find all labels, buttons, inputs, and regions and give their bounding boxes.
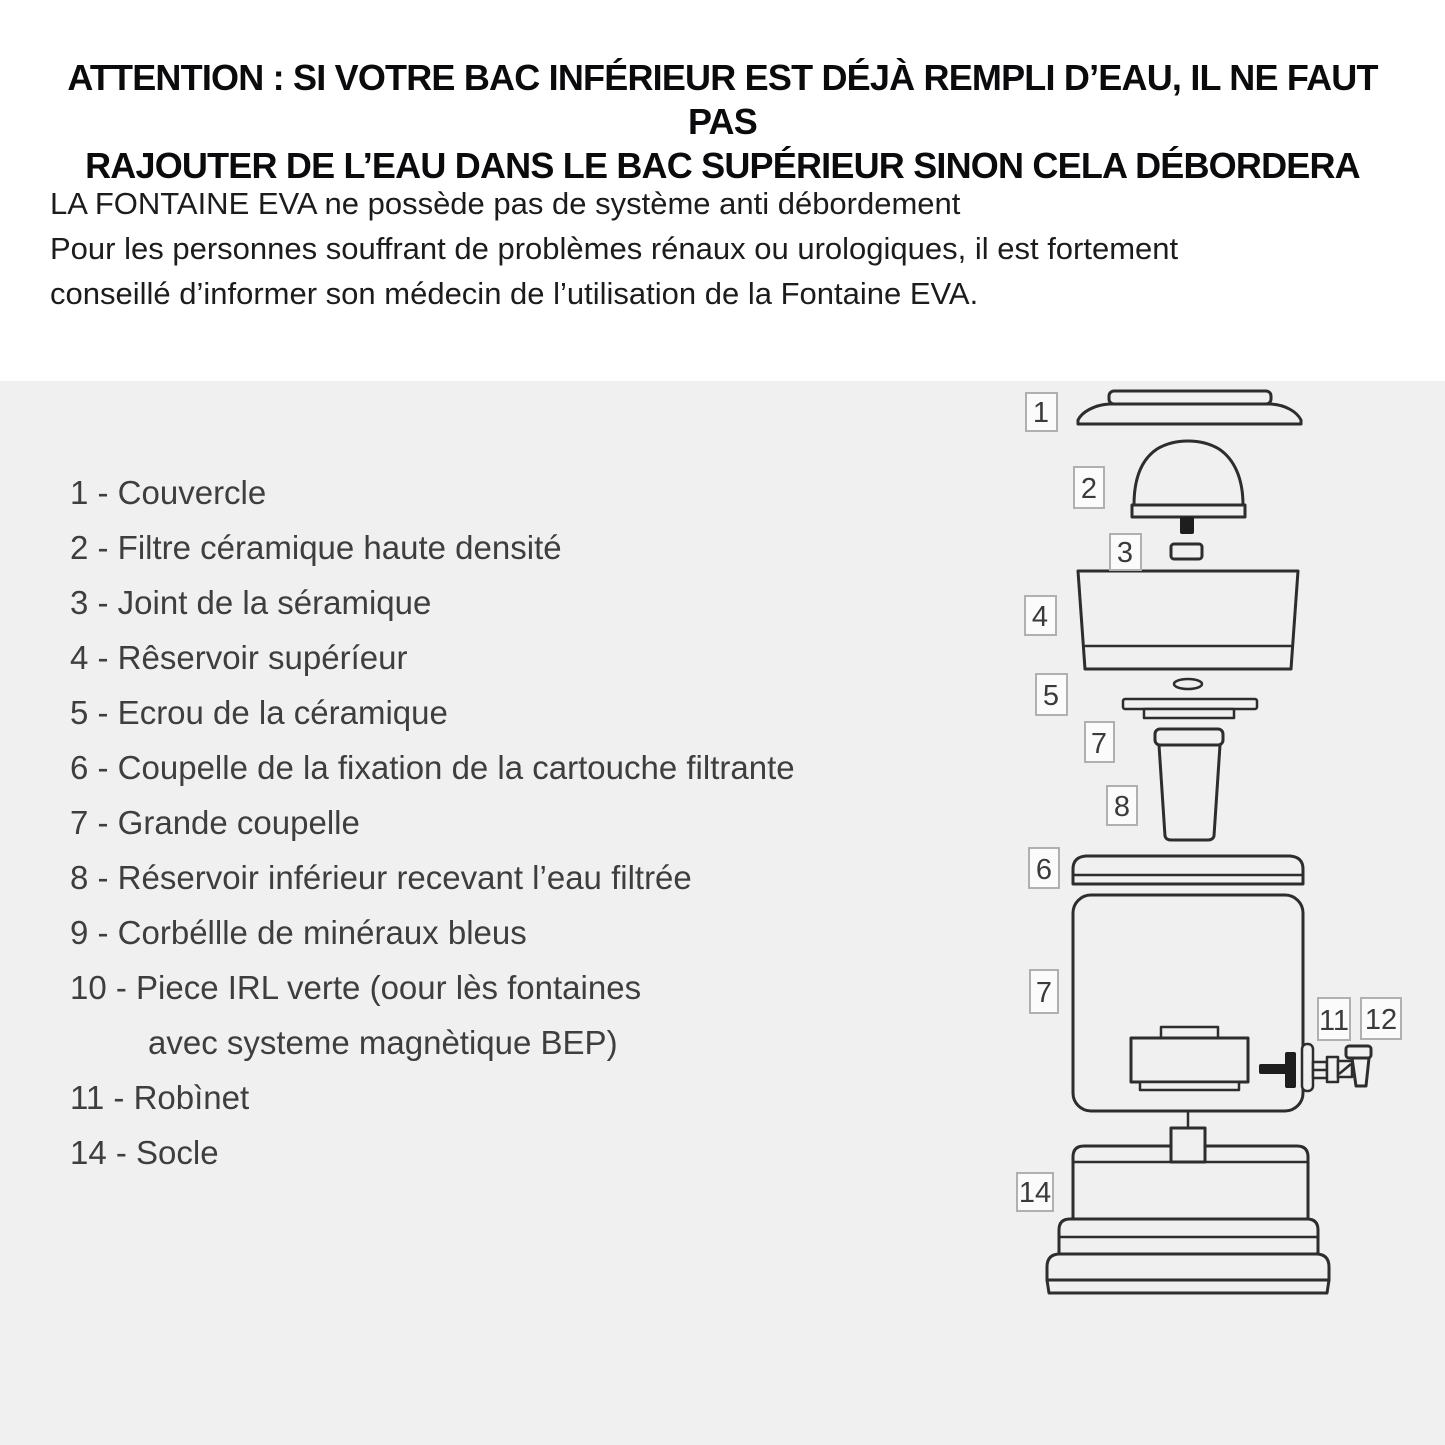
diagram-label-11 <box>1318 998 1350 1040</box>
diagram-label-7-upper <box>1085 722 1114 762</box>
parts-list-item: 4 - Rêservoir supéríeur <box>70 639 408 676</box>
intro-line: conseillé d’informer son médecin de l’utilisation de la Fontaine EVA. <box>50 276 979 311</box>
parts-list-item: 11 - Robìnet <box>70 1079 250 1116</box>
diagram-label-8 <box>1107 786 1137 825</box>
svg-text:8: 8 <box>1113 791 1131 823</box>
parts-list-item: 3 - Joint de la séramique <box>70 584 432 621</box>
parts-list-item: 8 - Réservoir inférieur recevant l’eau filtrée <box>70 859 692 896</box>
svg-text:6: 6 <box>1035 854 1053 886</box>
parts-list-item: 10 - Piece IRL verte (oour lès fontaines <box>70 969 642 1006</box>
parts-list-item: 6 - Coupelle de la fixation de la cartouche filtrante <box>70 749 795 786</box>
svg-text:3: 3 <box>1116 537 1134 569</box>
tee-handle <box>1285 1052 1296 1088</box>
tee-handle <box>1259 1064 1288 1074</box>
filtre-ceramique-shape <box>1132 441 1245 534</box>
joint-shape <box>1171 544 1202 559</box>
diagram-label-1 <box>1026 393 1057 431</box>
intro-line: LA FONTAINE EVA ne possède pas de système anti débordement <box>50 186 961 221</box>
diagram-label-6 <box>1029 848 1059 888</box>
diagram-label-4 <box>1025 596 1056 635</box>
socle-shape <box>1047 1128 1329 1293</box>
parts-list-item: 7 - Grande coupelle <box>70 804 360 841</box>
parts-list-item: 5 - Ecrou de la céramique <box>70 694 448 731</box>
parts-list-item-continuation: avec systeme magnètique BEP) <box>148 1024 618 1061</box>
svg-text:7: 7 <box>1090 728 1108 760</box>
diagram-label-12 <box>1361 998 1401 1039</box>
diagram-label-3 <box>1110 534 1141 570</box>
diagram-label-7-lower <box>1030 970 1058 1013</box>
grande-coupelle-shape <box>1073 856 1303 884</box>
svg-text:2: 2 <box>1080 473 1098 505</box>
parts-list-item: 9 - Corbéllle de minéraux bleus <box>70 914 527 951</box>
diagram-label-2 <box>1074 467 1104 508</box>
warning-heading-line2: RAJOUTER DE L’EAU DANS LE BAC SUPÉRIEUR SINON CELA DÉBORDERA <box>85 145 1360 186</box>
svg-text:14: 14 <box>1018 1177 1052 1209</box>
svg-text:5: 5 <box>1042 680 1060 712</box>
svg-text:7: 7 <box>1035 977 1053 1009</box>
warning-heading <box>45 56 1400 188</box>
parts-list <box>70 465 795 1180</box>
base-stem-block <box>1171 1128 1205 1162</box>
reservoir-superieur-shape <box>1078 571 1298 669</box>
svg-text:1: 1 <box>1032 397 1050 429</box>
cartouche-filtrante-shape <box>1155 729 1223 840</box>
svg-text:4: 4 <box>1031 601 1049 633</box>
intro-line: Pour les personnes souffrant de problèmes rénaux ou urologiques, il est fortement <box>50 231 1179 266</box>
parts-list-item: 1 - Couvercle <box>70 474 267 511</box>
filtre-stem <box>1180 517 1194 534</box>
fountain-exploded-diagram <box>1000 380 1445 1320</box>
robinet-shape <box>1302 1044 1371 1091</box>
svg-text:11: 11 <box>1318 1005 1350 1037</box>
ecrou-shape <box>1123 679 1257 718</box>
couvercle-shape <box>1078 391 1301 424</box>
parts-list-item: 14 - Socle <box>70 1134 219 1171</box>
diagram-label-14 <box>1017 1173 1053 1211</box>
svg-text:12: 12 <box>1364 1004 1398 1036</box>
diagram-label-5 <box>1036 674 1067 715</box>
warning-heading-line1: ATTENTION : SI VOTRE BAC INFÉRIEUR EST DÉJÀ REMPLI D’EAU, IL NE FAUT PAS <box>67 57 1378 142</box>
parts-list-item: 2 - Filtre céramique haute densité <box>70 529 562 566</box>
intro-paragraph <box>50 181 1415 316</box>
